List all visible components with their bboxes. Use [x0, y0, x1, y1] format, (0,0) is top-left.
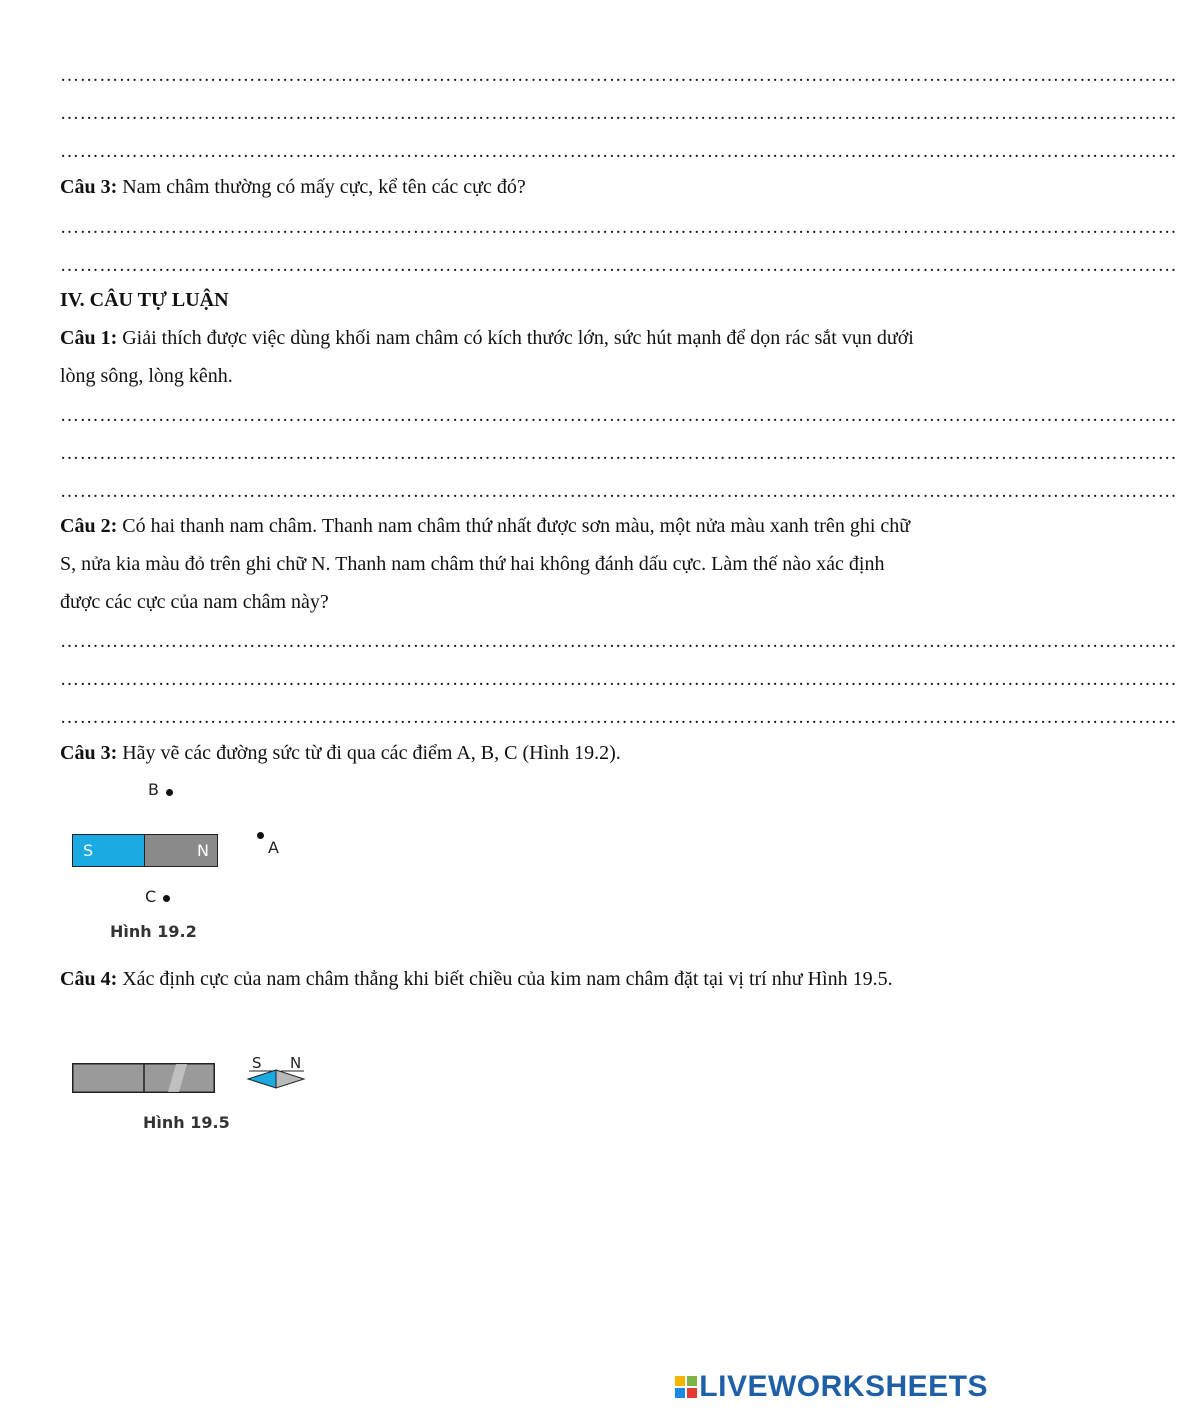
- question-label: Câu 3:: [60, 742, 118, 764]
- answer-line: ………………………………………………………………………………………………………………………………………………………: [60, 255, 1177, 276]
- question-label: Câu 3:: [60, 176, 118, 198]
- bar-magnet: [72, 834, 218, 867]
- figure-caption: Hình 19.2: [110, 922, 197, 941]
- unmarked-bar-magnet: [72, 1063, 215, 1093]
- point-a-label: A: [268, 838, 279, 857]
- point-b-dot: [166, 789, 173, 796]
- answer-line: ………………………………………………………………………………………………………………………………………………………: [60, 405, 1177, 426]
- question-label: Câu 2:: [60, 515, 118, 537]
- liveworksheets-brand-text: LIVEWORKSHEETS: [699, 1370, 988, 1403]
- answer-line: ………………………………………………………………………………………………………………………………………………………: [60, 481, 1177, 502]
- question-3-previous: [60, 168, 940, 206]
- needle-arrow-icon: [246, 1055, 308, 1091]
- answer-line: ………………………………………………………………………………………………………………………………………………………: [60, 65, 1177, 86]
- point-c-dot: [163, 895, 170, 902]
- answer-line: ………………………………………………………………………………………………………………………………………………………: [60, 631, 1177, 652]
- liveworksheets-logo: [675, 1370, 988, 1404]
- point-a-dot: [257, 832, 264, 839]
- liveworksheets-logo-icon: [675, 1376, 697, 1398]
- question-text: Có hai thanh nam châm. Thanh nam châm thứ nhất được sơn màu, một nửa màu xanh trên ghi chữ S, nửa kia màu đỏ trên ghi chữ N. Thanh nam châm thứ hai không đánh dấu cực. Làm thế nào xác định được các cực của nam châm này?: [60, 515, 911, 613]
- answer-line: ………………………………………………………………………………………………………………………………………………………: [60, 669, 1177, 690]
- magnet-pole-s: S: [73, 835, 145, 866]
- question-text: Xác định cực của nam châm thẳng khi biết chiều của kim nam châm đặt tại vị trí như Hình 19.5.: [117, 968, 893, 990]
- answer-line: ………………………………………………………………………………………………………………………………………………………: [60, 707, 1177, 728]
- question-label: Câu 1:: [60, 327, 118, 349]
- point-c-label: C: [145, 887, 157, 906]
- point-b-label: B: [148, 780, 159, 799]
- question-1: [60, 319, 920, 395]
- question-text: Giải thích được việc dùng khối nam châm có kích thước lớn, sức hút mạnh để dọn rác sắt vụn dưới lòng sông, lòng kênh.: [60, 327, 914, 387]
- question-label: Câu 4:: [60, 968, 118, 990]
- question-4: [60, 960, 945, 998]
- figure-caption: Hình 19.5: [143, 1113, 230, 1132]
- question-3: [60, 734, 940, 772]
- answer-line: ………………………………………………………………………………………………………………………………………………………: [60, 141, 1177, 162]
- section-title: IV. CÂU TỰ LUẬN: [60, 289, 229, 311]
- answer-line: ………………………………………………………………………………………………………………………………………………………: [60, 443, 1177, 464]
- answer-line: ………………………………………………………………………………………………………………………………………………………: [60, 103, 1177, 124]
- needle-n-label: N: [290, 1054, 302, 1072]
- magnet-pole-n: N: [145, 835, 217, 866]
- question-text: Nam châm thường có mấy cực, kể tên các cực đó?: [117, 176, 526, 198]
- answer-line: ………………………………………………………………………………………………………………………………………………………: [60, 217, 1177, 238]
- question-text: Hãy vẽ các đường sức từ đi qua các điểm A, B, C (Hình 19.2).: [117, 742, 621, 764]
- compass-needle: [246, 1055, 308, 1091]
- needle-s-label: S: [252, 1054, 262, 1072]
- question-2: [60, 507, 925, 621]
